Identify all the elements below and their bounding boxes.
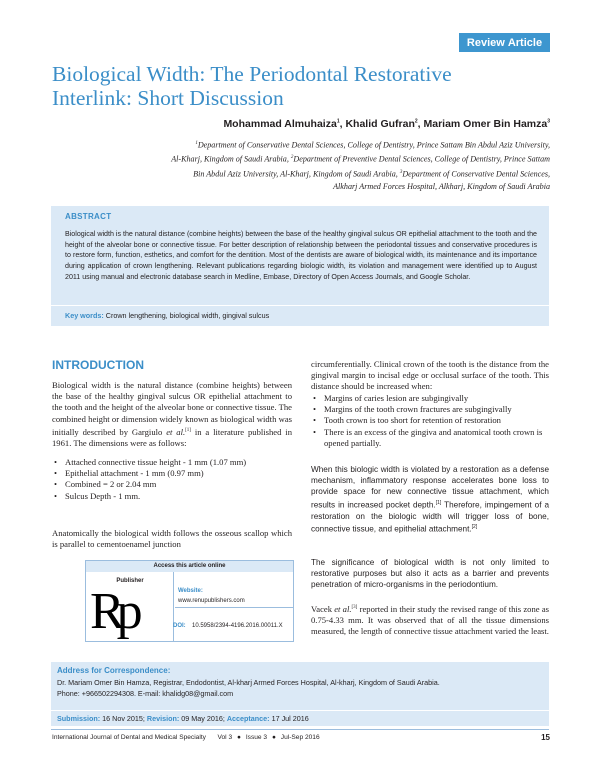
article-type-badge: [459, 33, 550, 52]
doi-link[interactable]: 10.5958/2394-4196.2016.00011.X: [192, 623, 283, 629]
affil-line-1: $^1$Department of Conservative Dental Sciences, College of Dentistry, Prince Sattam Bin Abdul Aziz University,: [195, 140, 550, 150]
article-dates: Submission: 16 Nov 2015; Revision: 09 May 2016; Acceptance: 17 Jul 2016: [57, 714, 309, 723]
dimension-list: [52, 457, 292, 502]
badge-article: Article: [507, 36, 543, 49]
list-item: • There is an excess of the gingiva and anatomical tooth crown is opened partially.: [313, 426, 543, 448]
page-number: 15: [541, 733, 550, 742]
author-1: Mohammad Almuhaiza: [223, 118, 337, 130]
article-title: [52, 62, 552, 110]
doi-label: DOI:: [173, 623, 186, 629]
publisher-label: Publisher: [116, 578, 144, 584]
affiliations: [52, 138, 550, 193]
intro-paragraph-3: circumferentially. Clinical crown of the tooth is the distance from the gingival margin to incisal edge or occlusal surface of the tooth. This distance should be increased when:: [311, 359, 549, 392]
affil-line-3: Bin Abdul Aziz University, Al-Kharj, Kingdom of Saudi Arabia, $^3$Department of Conservative Dental Sciences,: [193, 169, 550, 179]
list-item: • Attached connective tissue height - 1 mm (1.07 mm): [54, 457, 247, 467]
list-item: • Sulcus Depth - 1 mm.: [54, 490, 141, 501]
journal-issue: Issue 3: [245, 734, 268, 741]
intro-paragraph-6: Vacek et al.[3] reported in their study the revised range of this zone as 0.75-4.33 mm. It was observed that of all the tissue dimensions measured, the length of connective tissue attachment varied the least.: [311, 603, 549, 637]
abstract-box: [51, 206, 549, 326]
author-2-sup: 2: [414, 118, 418, 125]
correspondence-box: [51, 662, 549, 726]
access-header: Access this article online: [86, 561, 293, 572]
keywords: [65, 311, 269, 320]
affil-line-2: Al-Kharj, Kingdom of Saudi Arabia, $^2$Department of Preventive Dental Sciences, College of Dentistry, Prince Sattam: [171, 154, 550, 164]
section-heading-introduction: INTRODUCTION: [52, 358, 144, 372]
author-3-sup: 3: [547, 118, 550, 125]
doi-cell: [175, 609, 293, 642]
correspondence-heading: Address for Correspondence:: [57, 666, 171, 675]
website-cell: [175, 572, 293, 608]
journal-period: Jul-Sep 2016: [280, 734, 320, 741]
abstract-text: Biological width is the natural distance (combine heights) between the base of the healthy gingival sulcus OR epithelial attachment to the tooth and the height of the alveolar bone or connective tissue. For better description of relationship between the periodontal tissues and conservative procedures is to restore form, function, esthetics, and comfort for the dentition. Most of the dentists are aware of biological width, its maintenance and its importance during application of crown lengthening. Relevant publications regarding biologic width, its violation and management were identified up to August 2011 using manual and electronic database search in Medline, Embase, Directory of Open Access Journals, and Google Scholar.: [65, 230, 537, 281]
journal-name: International Journal of Dental and Medical Specialty: [52, 734, 206, 741]
access-online-box: [85, 560, 294, 642]
list-item: • Tooth crown is too short for retention of restoration: [313, 415, 501, 426]
author-3: Mariam Omer Bin Hamza: [423, 118, 548, 130]
title-line-1: Biological Width: The Periodontal Restorative: [52, 62, 452, 86]
publisher-cell: [86, 572, 174, 642]
publisher-logo: Rp: [90, 583, 135, 640]
correspondence-contact: Phone: +966502294308. E-mail: khalidg08@gmail.com: [57, 689, 234, 698]
title-line-2: Interlink: Short Discussion: [52, 86, 284, 110]
intro-paragraph-1: Biological width is the natural distance (combine heights) between the base of the healthy gingival sulcus OR epithelial attachment to the tooth and the height of the alveolar bone or connective tissue. The combined height or dimension widely known as biological width was initially described by Gargiulo et al.[1] in a literature published in 1961. The dimensions were as follows:: [52, 380, 292, 448]
footer-divider: [51, 729, 549, 730]
keywords-text: Crown lengthening, biological width, gingival sulcus: [105, 311, 270, 320]
author-2: Khalid Gufran: [345, 118, 415, 130]
journal-volume: Vol 3: [217, 734, 233, 741]
list-item: • Epithelial attachment - 1 mm (0.97 mm): [54, 468, 204, 479]
intro-paragraph-4: When this biologic width is violated by a restoration as a defense mechanism, inflammatory response accelerates bone loss to provide space for new connective tissue attachment, which results in increased pocket depth.[1] Therefore, impingement of a restoration on the biologic width will trigger loss of bone, connective tissue, and epithelial attachment.[2]: [311, 465, 549, 534]
correspondence-address: Dr. Mariam Omer Bin Hamza, Registrar, Endodontist, Al-kharj Armed Forces Hospital, Al-kharj, Kingdom of Saudi Arabia.: [57, 678, 440, 687]
journal-footer: International Journal of Dental and Medical Specialty Vol 3 ● Issue 3 ● Jul-Sep 2016: [52, 734, 320, 741]
author-list: Mohammad Almuhaiza$^1$, Khalid Gufran$^2$, Mariam Omer Bin Hamza$^3$: [223, 118, 550, 130]
list-item: • Margins of the tooth crown fractures are subgingivally: [313, 404, 512, 415]
website-link[interactable]: www.renupublishers.com: [178, 598, 245, 604]
affil-line-4: Alkharj Armed Forces Hospital, Alkharj, Kingdom of Saudi Arabia: [333, 181, 550, 191]
author-1-sup: 1: [336, 118, 340, 125]
badge-review: Review: [466, 36, 505, 49]
abstract-heading: ABSTRACT: [65, 212, 112, 221]
crown-conditions-list: [311, 393, 549, 449]
abstract-divider: [51, 305, 549, 306]
list-item: • Margins of caries lesion are subgingivally: [313, 393, 469, 403]
keywords-label: Key words:: [65, 311, 104, 320]
correspondence-divider: [51, 710, 549, 711]
list-item: • Combined = 2 or 2.04 mm: [54, 479, 157, 490]
intro-paragraph-2: Anatomically the biological width follows the osseous scallop which is parallel to cementoenamel junction: [52, 528, 292, 550]
website-label: Website:: [178, 588, 203, 594]
intro-paragraph-5: The significance of biological width is not only limited to restorative purposes but also it acts as a barrier and prevents penetration of micro-organisms in the periodontium.: [311, 558, 549, 590]
